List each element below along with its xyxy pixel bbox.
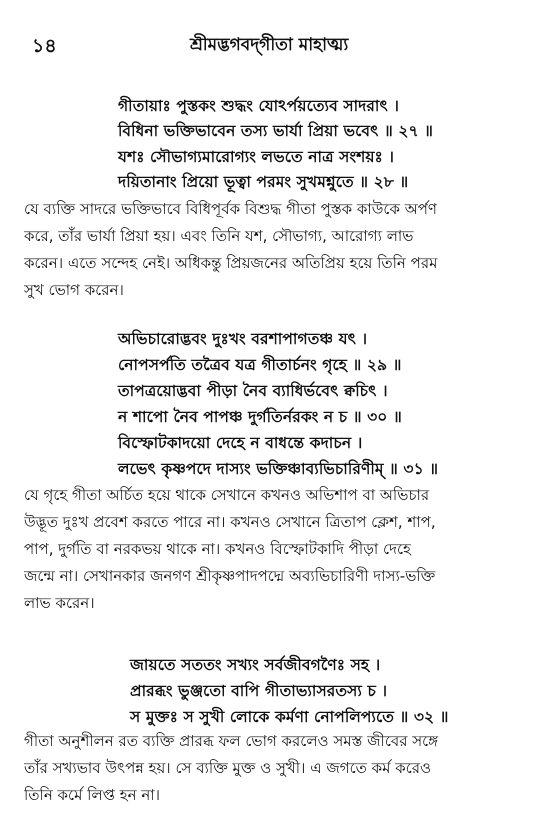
verse-31-line-2: লভেৎ কৃষ্ণপদে দাস্যং ভক্তিঞ্চাব্যভিচারিণীম্‌ ॥ ৩১ ॥ — [118, 460, 439, 478]
verse-27-line-1: গীতায়াঃ পুস্তকং শুদ্ধং যোঽর্পয়ত্যেব সাদরাৎ । — [118, 97, 400, 115]
verse-32-line-1: জায়তে সততং সখ্যং সর্বজীবগণৈঃ সহ । — [130, 656, 381, 674]
verse-27-line-2: বিধিনা ভক্তিভাবেন তস্য ভার্যা প্রিয়া ভবেৎ ॥ ২৭ ॥ — [118, 122, 434, 140]
verse-28-line-1: যশঃ সৌভাগ্যমারোগ্যং লভতে নাত্র সংশয়ঃ । — [118, 148, 394, 166]
prose-line: উদ্ভূত দুঃখ প্রবেশ করতে পারে না। কখনও সেখানে ত্রিতাপ ক্লেশ, শাপ, — [24, 513, 436, 531]
prose-line: পাপ, দুর্গতি বা নরকভয় থাকে না। কখনও বিস্ফোটকাদি পীড়া দেহে — [24, 540, 411, 558]
prose-line: গীতা অনুশীলন রত ব্যক্তি প্রারব্ধ ফল ভোগ করলেও সমস্ত জীবের সঙ্গে — [24, 732, 439, 750]
translation-29-31 — [24, 482, 534, 617]
verse-31-line-1: বিস্ফোটকাদয়ো দেহে ন বাধন্তে কদাচন । — [118, 434, 363, 452]
translation-27-28 — [24, 196, 534, 304]
prose-line: তাঁর সখ্যভাব উৎপন্ন হয়। সে ব্যক্তি মুক্ত ও সুখী। এ জগতে কর্ম করেও — [24, 759, 432, 777]
verse-29-line-2: নোপসর্পতি তত্রৈব যত্র গীতার্চনং গৃহে ॥ ২৯ ॥ — [118, 356, 402, 374]
prose-line: যে ব্যক্তি সাদরে ভক্তিভাবে বিধিপূর্বক বিশুদ্ধ গীতা পুস্তক কাউকে অর্পণ — [24, 200, 437, 218]
translation-32 — [24, 728, 534, 809]
prose-line: জন্মে না। সেখানকার জনগণ শ্রীকৃষ্ণপাদপদ্মে অব্যভিচারিণী দাস্য-ভক্তি — [24, 567, 436, 585]
prose-line: করে, তাঁর ভার্যা প্রিয়া হয়। এবং তিনি যশ, সৌভাগ্য, আরোগ্য লাভ — [24, 227, 414, 245]
verse-32-line-3: স মুক্তঃ স সুখী লোকে কর্মণা নোপলিপ্যতে ॥ ৩২ ॥ — [130, 708, 449, 726]
verse-29-line-1: অভিচারোদ্ভবং দুঃখং বরশাপাগতঞ্চ যৎ । — [118, 330, 368, 348]
prose-line: করেন। এতে সন্দেহ নেই। অধিকন্তু প্রিয়জনের অতিপ্রিয় হয়ে তিনি পরম — [24, 254, 438, 272]
page-number: ১৪ — [32, 35, 57, 57]
verse-32-line-2: প্রারব্ধং ভুঞ্জতো বাপি গীতাভ্যাসরতস্য চ । — [130, 682, 388, 700]
verse-28-line-2: দয়িতানাং প্রিয়ো ভূত্বা পরমং সুখমশ্নুতে ॥ ২৮ ॥ — [118, 173, 409, 191]
prose-line: যে গৃহে গীতা অর্চিত হয়ে থাকে সেখানে কখনও অভিশাপ বা অভিচার — [24, 486, 430, 504]
prose-line: তিনি কর্মে লিপ্ত হন না। — [24, 786, 161, 804]
prose-line: সুখ ভোগ করেন। — [24, 281, 124, 299]
verse-30-line-1: তাপত্রয়োদ্ভবা পীড়া নৈব ব্যাধির্ভবেৎ ক্বচিৎ । — [118, 382, 388, 400]
running-title: শ্রীমদ্ভগবদ্‌গীতা মাহাত্ম্য — [190, 35, 349, 55]
page-header — [0, 32, 555, 58]
prose-line: লাভ করেন। — [24, 594, 95, 612]
verse-30-line-2: ন শাপো নৈব পাপঞ্চ দুর্গতির্নরকং ন চ ॥ ৩০ ॥ — [118, 408, 402, 426]
